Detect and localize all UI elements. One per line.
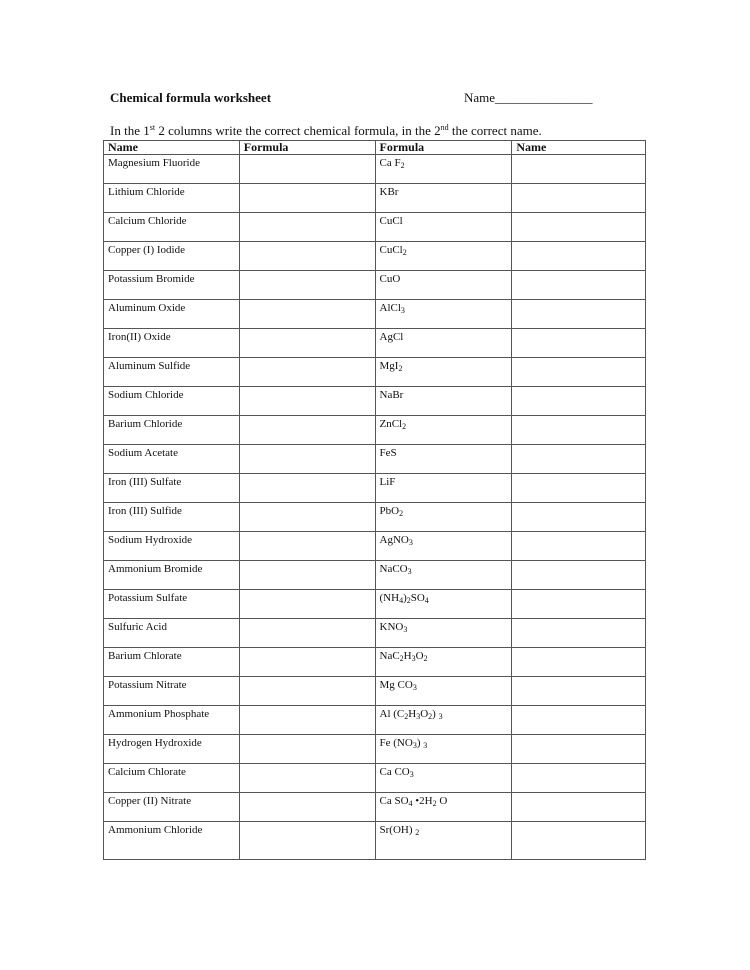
formula-answer-cell[interactable] (239, 213, 375, 242)
given-formula: Ca $CO_3$ (375, 764, 512, 793)
table-row (104, 271, 646, 300)
given-formula: $(NH_4)_2SO_4$ (375, 590, 512, 619)
table-row (104, 445, 646, 474)
instructions-sup1: st (149, 123, 156, 132)
compound-name: Iron(II) Oxide (104, 329, 240, 358)
compound-name: Lithium Chloride (104, 184, 240, 213)
formula-answer-cell[interactable] (239, 561, 375, 590)
compound-name: Ammonium Bromide (104, 561, 240, 590)
formula-answer-cell[interactable] (239, 416, 375, 445)
table-row (104, 822, 646, 860)
given-formula: Al $(C_2H_3O_2)$ $_3$ (375, 706, 512, 735)
formula-answer-cell[interactable] (239, 445, 375, 474)
name-answer-cell[interactable] (512, 155, 646, 184)
given-formula: NaCO$_3$ (375, 561, 512, 590)
given-formula: FeS (375, 445, 512, 474)
compound-name: Calcium Chlorate (104, 764, 240, 793)
worksheet-table (103, 140, 646, 860)
table-row (104, 503, 646, 532)
formula-answer-cell[interactable] (239, 184, 375, 213)
table-row (104, 706, 646, 735)
name-answer-cell[interactable] (512, 445, 646, 474)
formula-answer-cell[interactable] (239, 242, 375, 271)
header-name-1: Name (104, 141, 240, 155)
instructions (110, 123, 542, 139)
header-name-2: Name (512, 141, 646, 155)
given-formula: LiF (375, 474, 512, 503)
table-row (104, 590, 646, 619)
given-formula: AlCl$_3$ (375, 300, 512, 329)
instructions-part2: 2 columns write the correct chemical formula, in the 2 (155, 123, 441, 138)
name-answer-cell[interactable] (512, 590, 646, 619)
formula-answer-cell[interactable] (239, 822, 375, 860)
formula-answer-cell[interactable] (239, 503, 375, 532)
table-row (104, 735, 646, 764)
name-answer-cell[interactable] (512, 822, 646, 860)
given-formula: Fe $(NO_3)$ $_3$ (375, 735, 512, 764)
compound-name: Potassium Bromide (104, 271, 240, 300)
compound-name: Copper (II) Nitrate (104, 793, 240, 822)
formula-answer-cell[interactable] (239, 358, 375, 387)
table-row (104, 387, 646, 416)
name-answer-cell[interactable] (512, 300, 646, 329)
name-answer-cell[interactable] (512, 271, 646, 300)
name-answer-cell[interactable] (512, 677, 646, 706)
name-answer-cell[interactable] (512, 532, 646, 561)
table-row (104, 764, 646, 793)
name-answer-cell[interactable] (512, 793, 646, 822)
instructions-part3: the correct name. (448, 123, 542, 138)
formula-answer-cell[interactable] (239, 271, 375, 300)
table-row (104, 561, 646, 590)
compound-name: Ammonium Phosphate (104, 706, 240, 735)
formula-answer-cell[interactable] (239, 532, 375, 561)
name-answer-cell[interactable] (512, 416, 646, 445)
formula-answer-cell[interactable] (239, 793, 375, 822)
compound-name: Sodium Hydroxide (104, 532, 240, 561)
instructions-sup2: nd (440, 123, 449, 132)
given-formula: AgNO$_3$ (375, 532, 512, 561)
table-row (104, 358, 646, 387)
given-formula: NaBr (375, 387, 512, 416)
given-formula: Ca $SO_4$ $•2H_2$ O (375, 793, 512, 822)
compound-name: Magnesium Fluoride (104, 155, 240, 184)
name-answer-cell[interactable] (512, 561, 646, 590)
compound-name: Aluminum Sulfide (104, 358, 240, 387)
table-row (104, 329, 646, 358)
compound-name: Sodium Chloride (104, 387, 240, 416)
name-answer-cell[interactable] (512, 387, 646, 416)
name-answer-cell[interactable] (512, 184, 646, 213)
compound-name: Barium Chlorate (104, 648, 240, 677)
name-answer-cell[interactable] (512, 474, 646, 503)
instructions-part1: In the 1 (110, 123, 150, 138)
name-answer-cell[interactable] (512, 358, 646, 387)
formula-answer-cell[interactable] (239, 706, 375, 735)
formula-answer-cell[interactable] (239, 329, 375, 358)
formula-answer-cell[interactable] (239, 474, 375, 503)
compound-name: Sodium Acetate (104, 445, 240, 474)
formula-answer-cell[interactable] (239, 619, 375, 648)
name-answer-cell[interactable] (512, 242, 646, 271)
given-formula: CuCl$_2$ (375, 242, 512, 271)
compound-name: Hydrogen Hydroxide (104, 735, 240, 764)
table-row (104, 416, 646, 445)
table-row (104, 619, 646, 648)
formula-answer-cell[interactable] (239, 648, 375, 677)
formula-answer-cell[interactable] (239, 764, 375, 793)
table-row (104, 677, 646, 706)
formula-answer-cell[interactable] (239, 300, 375, 329)
given-formula: AgCl (375, 329, 512, 358)
table-row (104, 242, 646, 271)
compound-name: Ammonium Chloride (104, 822, 240, 860)
given-formula: PbO$_2$ (375, 503, 512, 532)
table-row (104, 213, 646, 242)
given-formula: Mg $CO_3$ (375, 677, 512, 706)
student-name-field[interactable]: Name_______________ (464, 90, 593, 105)
formula-answer-cell[interactable] (239, 590, 375, 619)
name-answer-cell[interactable] (512, 706, 646, 735)
table-header-row (104, 141, 646, 155)
formula-answer-cell[interactable] (239, 677, 375, 706)
name-answer-cell[interactable] (512, 735, 646, 764)
given-formula: CuCl (375, 213, 512, 242)
name-answer-cell[interactable] (512, 764, 646, 793)
compound-name: Iron (III) Sulfide (104, 503, 240, 532)
compound-name: Sulfuric Acid (104, 619, 240, 648)
formula-answer-cell[interactable] (239, 155, 375, 184)
compound-name: Potassium Sulfate (104, 590, 240, 619)
given-formula: MgI$_2$ (375, 358, 512, 387)
name-answer-cell[interactable] (512, 213, 646, 242)
given-formula: ZnCl$_2$ (375, 416, 512, 445)
compound-name: Potassium Nitrate (104, 677, 240, 706)
given-formula: Ca $F_2$ (375, 155, 512, 184)
table-row (104, 155, 646, 184)
compound-name: Iron (III) Sulfate (104, 474, 240, 503)
name-answer-cell[interactable] (512, 329, 646, 358)
compound-name: Barium Chloride (104, 416, 240, 445)
formula-answer-cell[interactable] (239, 735, 375, 764)
table-row (104, 300, 646, 329)
table-row (104, 648, 646, 677)
header-formula-2: Formula (375, 141, 512, 155)
name-answer-cell[interactable] (512, 619, 646, 648)
worksheet-title: Chemical formula worksheet (110, 90, 272, 105)
compound-name: Aluminum Oxide (104, 300, 240, 329)
table-row (104, 532, 646, 561)
table-row (104, 184, 646, 213)
given-formula: Sr(OH) $_2$ (375, 822, 512, 860)
name-answer-cell[interactable] (512, 503, 646, 532)
compound-name: Calcium Chloride (104, 213, 240, 242)
given-formula: $KNO_3$ (375, 619, 512, 648)
name-answer-cell[interactable] (512, 648, 646, 677)
header-formula-1: Formula (239, 141, 375, 155)
given-formula: $NaC_2H_3O_2$ (375, 648, 512, 677)
table-row (104, 793, 646, 822)
given-formula: KBr (375, 184, 512, 213)
compound-name: Copper (I) Iodide (104, 242, 240, 271)
formula-answer-cell[interactable] (239, 387, 375, 416)
given-formula: CuO (375, 271, 512, 300)
table-row (104, 474, 646, 503)
